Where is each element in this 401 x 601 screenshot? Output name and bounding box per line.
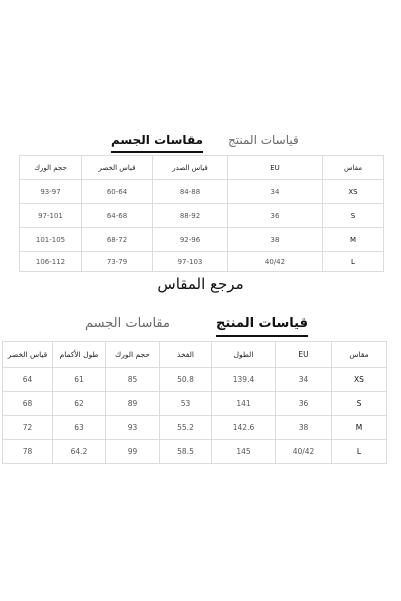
cell-waist: 64 bbox=[3, 368, 53, 392]
header-chest: قياس الصدر bbox=[153, 156, 228, 180]
header-waist: قياس الخصر bbox=[82, 156, 153, 180]
cell-eu: 36 bbox=[276, 392, 332, 416]
cell-eu: 40/42 bbox=[276, 440, 332, 464]
cell-waist: 68 bbox=[3, 392, 53, 416]
cell-waist: 60-64 bbox=[82, 180, 153, 204]
cell-hip: 93 bbox=[106, 416, 160, 440]
table-row bbox=[3, 392, 387, 416]
header-length: الطول bbox=[212, 342, 276, 368]
cell-length: 139.4 bbox=[212, 368, 276, 392]
cell-sleeve-length: 61 bbox=[53, 368, 106, 392]
cell-eu: 38 bbox=[276, 416, 332, 440]
cell-thigh: 58.5 bbox=[160, 440, 212, 464]
header-eu: EU bbox=[276, 342, 332, 368]
size-reference-heading: مرجع المقاس bbox=[157, 275, 244, 293]
cell-eu: 40/42 bbox=[228, 252, 323, 272]
table-header-row bbox=[20, 156, 384, 180]
header-size: مقاس bbox=[332, 342, 387, 368]
body-size-table bbox=[19, 155, 384, 272]
header-waist: قياس الخصر bbox=[3, 342, 53, 368]
cell-waist: 64-68 bbox=[82, 204, 153, 228]
table-row bbox=[3, 416, 387, 440]
cell-sleeve-length: 64.2 bbox=[53, 440, 106, 464]
cell-waist: 78 bbox=[3, 440, 53, 464]
cell-thigh: 55.2 bbox=[160, 416, 212, 440]
table-row bbox=[3, 440, 387, 464]
cell-hip: 99 bbox=[106, 440, 160, 464]
cell-sleeve-length: 63 bbox=[53, 416, 106, 440]
cell-length: 145 bbox=[212, 440, 276, 464]
cell-waist: 68-72 bbox=[82, 228, 153, 252]
product-size-table bbox=[2, 341, 387, 464]
size-tabs-top bbox=[0, 130, 401, 152]
cell-eu: 34 bbox=[228, 180, 323, 204]
cell-size: S bbox=[332, 392, 387, 416]
size-tabs-bottom bbox=[0, 314, 401, 336]
header-size: مقاس bbox=[323, 156, 384, 180]
tab-product-measurements[interactable]: قياسات المنتج bbox=[228, 133, 299, 147]
cell-eu: 38 bbox=[228, 228, 323, 252]
cell-sleeve-length: 62 bbox=[53, 392, 106, 416]
cell-chest: 88-92 bbox=[153, 204, 228, 228]
tab-product-measurements[interactable]: قياسات المنتج bbox=[216, 314, 308, 337]
table-header-row bbox=[3, 342, 387, 368]
header-sleeve-length: طول الأكمام bbox=[53, 342, 106, 368]
header-hip: حجم الورك bbox=[20, 156, 82, 180]
cell-size: M bbox=[323, 228, 384, 252]
cell-size: L bbox=[332, 440, 387, 464]
cell-eu: 34 bbox=[276, 368, 332, 392]
cell-chest: 84-88 bbox=[153, 180, 228, 204]
cell-size: L bbox=[323, 252, 384, 272]
cell-size: XS bbox=[332, 368, 387, 392]
cell-size: M bbox=[332, 416, 387, 440]
cell-chest: 92-96 bbox=[153, 228, 228, 252]
table-row bbox=[20, 180, 384, 204]
cell-hip: 93-97 bbox=[20, 180, 82, 204]
cell-size: S bbox=[323, 204, 384, 228]
cell-length: 142.6 bbox=[212, 416, 276, 440]
header-eu: EU bbox=[228, 156, 323, 180]
cell-thigh: 50.8 bbox=[160, 368, 212, 392]
header-thigh: الفخذ bbox=[160, 342, 212, 368]
cell-hip: 97-101 bbox=[20, 204, 82, 228]
cell-waist: 72 bbox=[3, 416, 53, 440]
cell-waist: 73-79 bbox=[82, 252, 153, 272]
cell-size: XS bbox=[323, 180, 384, 204]
table-row bbox=[20, 204, 384, 228]
tab-body-measurements[interactable]: مقاسات الجسم bbox=[111, 130, 203, 153]
header-hip: حجم الورك bbox=[106, 342, 160, 368]
cell-thigh: 53 bbox=[160, 392, 212, 416]
table-row bbox=[3, 368, 387, 392]
cell-hip: 89 bbox=[106, 392, 160, 416]
table-row bbox=[20, 252, 384, 272]
cell-hip: 106-112 bbox=[20, 252, 82, 272]
cell-hip: 101-105 bbox=[20, 228, 82, 252]
cell-chest: 97-103 bbox=[153, 252, 228, 272]
tab-body-measurements[interactable]: مقاسات الجسم bbox=[85, 316, 170, 331]
cell-eu: 36 bbox=[228, 204, 323, 228]
cell-hip: 85 bbox=[106, 368, 160, 392]
table-row bbox=[20, 228, 384, 252]
cell-length: 141 bbox=[212, 392, 276, 416]
